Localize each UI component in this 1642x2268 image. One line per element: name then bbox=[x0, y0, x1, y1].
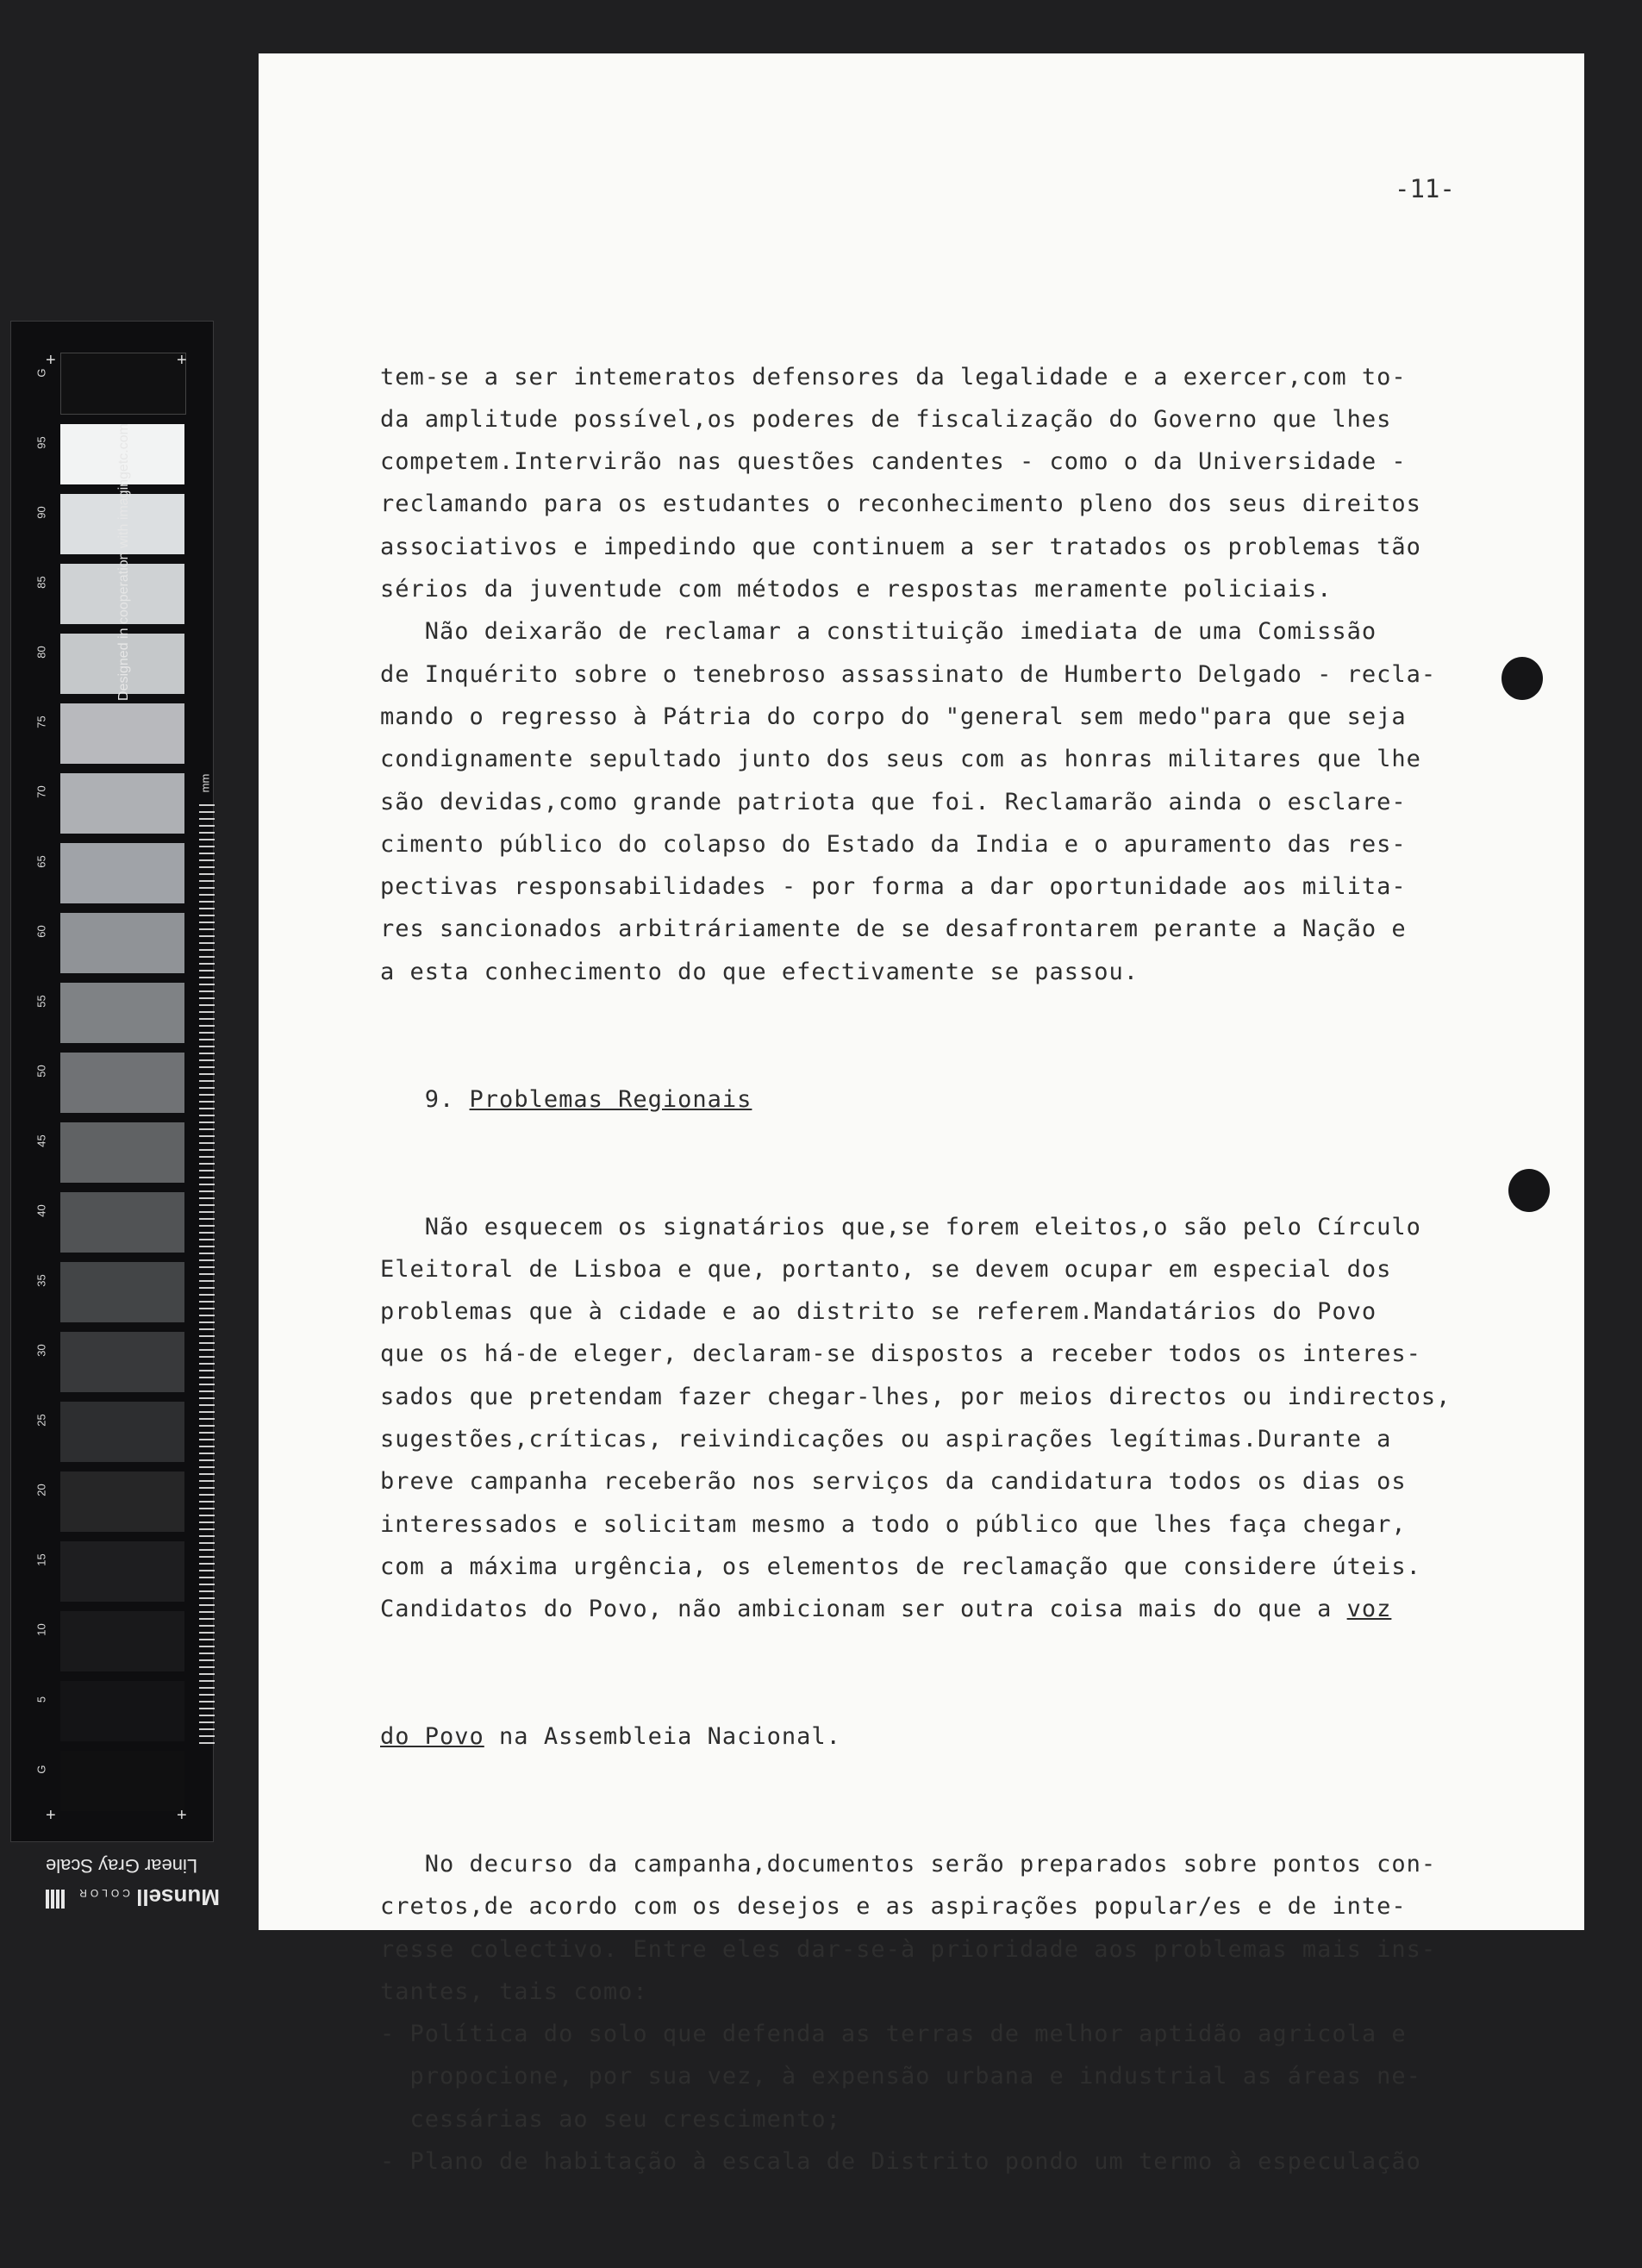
gray-swatch bbox=[60, 1262, 184, 1322]
scale-label: 70 bbox=[34, 785, 48, 798]
scale-label: 50 bbox=[34, 1065, 48, 1078]
mm-label: mm bbox=[198, 773, 212, 793]
scale-label: 90 bbox=[34, 506, 48, 519]
gray-swatch bbox=[60, 1122, 184, 1183]
gray-swatch bbox=[60, 1751, 184, 1811]
text-line: Eleitoral de Lisboa e que, portanto, se devem ocupar em especial dos bbox=[380, 1255, 1392, 1283]
scale-label: 5 bbox=[34, 1696, 48, 1703]
text-line: competem.Intervirão nas questões candentes - como o da Universidade - bbox=[380, 448, 1407, 476]
text-line bbox=[380, 1715, 1501, 1758]
scale-label: 30 bbox=[34, 1344, 48, 1357]
text-line: res sancionados arbitráriamente de se desafrontarem perante a Nação e bbox=[380, 915, 1407, 943]
scale-label: G bbox=[34, 368, 48, 378]
punch-hole bbox=[1502, 657, 1543, 700]
mm-ruler bbox=[199, 804, 215, 1744]
text-line: cretos,de acordo com os desejos e as aspirações popular/es e de inte- bbox=[380, 1893, 1407, 1921]
gray-swatch bbox=[60, 1471, 184, 1532]
gray-swatch bbox=[60, 1192, 184, 1253]
text-line: Não esquecem os signatários que,se forem eleitos,o são pelo Círculo bbox=[380, 1213, 1421, 1240]
scale-label: 80 bbox=[34, 646, 48, 659]
text-line: são devidas,como grande patriota que foi. Reclamarão ainda o esclare- bbox=[380, 788, 1407, 815]
text-line: reclamando para os estudantes o reconhecimento pleno dos seus direitos bbox=[380, 490, 1421, 518]
scale-name: Linear Gray Scale bbox=[46, 1855, 198, 1877]
plus-mark: + bbox=[46, 1806, 56, 1825]
scale-label: 60 bbox=[34, 925, 48, 938]
scale-label: 40 bbox=[34, 1204, 48, 1217]
page-number: -11- bbox=[1395, 174, 1455, 203]
text-line: interessados e solicitam mesmo a todo o público que lhes faça chegar, bbox=[380, 1510, 1407, 1538]
text-line bbox=[380, 1588, 1501, 1630]
text-line: que os há-de eleger, declaram-se dispostos a receber todos os interes- bbox=[380, 1340, 1421, 1368]
text-line: Não deixarão de reclamar a constituição imediata de uma Comissão bbox=[380, 618, 1377, 646]
gray-scale-card bbox=[10, 321, 220, 1910]
gray-swatch bbox=[60, 1332, 184, 1392]
scale-label: 20 bbox=[34, 1484, 48, 1496]
text-line: problemas que à cidade e ao distrito se referem.Mandatários do Povo bbox=[380, 1298, 1377, 1326]
scale-label: 15 bbox=[34, 1553, 48, 1566]
text-line: sugestões,críticas, reivindicações ou aspirações legítimas.Durante a bbox=[380, 1426, 1392, 1453]
gray-swatch bbox=[60, 703, 184, 764]
text-line: da amplitude possível,os poderes de fiscalização do Governo que lhes bbox=[380, 405, 1392, 433]
section-title: Problemas Regionais bbox=[469, 1085, 752, 1113]
scale-label: 45 bbox=[34, 1134, 48, 1147]
gray-swatch bbox=[60, 983, 184, 1043]
text-line: - Plano de habitação à escala de Distrito pondo um termo à especulação bbox=[380, 2148, 1421, 2176]
brand-sub: COLOR bbox=[76, 1887, 130, 1899]
text-line: associativos e impedindo que continuem a ser tratados os problemas tão bbox=[380, 533, 1421, 560]
text-line: pectivas responsabilidades - por forma a dar oportunidade aos milita- bbox=[380, 873, 1407, 901]
card-credit: Designed in cooperation with imagingetc.com bbox=[116, 423, 131, 701]
text-line: propocione, por sua vez, à expensão urbana e industrial as áreas ne- bbox=[380, 2063, 1421, 2090]
gray-swatch bbox=[60, 773, 184, 834]
text-line: a esta conhecimento do que efectivamente se passou. bbox=[380, 958, 1139, 985]
voz-underlined: voz bbox=[1346, 1596, 1392, 1623]
section-number: 9. bbox=[380, 1085, 470, 1113]
scale-label: 65 bbox=[34, 855, 48, 868]
text-line: resse colectivo. Entre eles dar-se-à prioridade aos problemas mais ins- bbox=[380, 1935, 1437, 1963]
scale-label: 55 bbox=[34, 995, 48, 1008]
scale-label: 75 bbox=[34, 715, 48, 728]
gray-swatch bbox=[60, 913, 184, 973]
gray-swatch bbox=[60, 1541, 184, 1602]
scale-label: G bbox=[34, 1765, 48, 1774]
text-line: tantes, tais como: bbox=[380, 1977, 648, 2005]
scale-label: 85 bbox=[34, 576, 48, 589]
plus-mark: + bbox=[46, 351, 56, 370]
plus-mark: + bbox=[177, 351, 187, 370]
text-line: tem-se a ser intemeratos defensores da legalidade e a exercer,com to- bbox=[380, 363, 1407, 390]
plus-mark: + bbox=[177, 1806, 187, 1825]
text-line: mando o regresso à Pátria do corpo do "general sem medo"para que seja bbox=[380, 703, 1407, 730]
munsell-grid-icon bbox=[46, 1890, 65, 1909]
body-text bbox=[380, 271, 1501, 2268]
text-line: com a máxima urgência, os elementos de reclamação que considere úteis. bbox=[380, 1553, 1421, 1580]
text-line: breve campanha receberão nos serviços da candidatura todos os dias os bbox=[380, 1468, 1407, 1496]
text-line: cimento público do colapso do Estado da India e o apuramento das res- bbox=[380, 830, 1407, 858]
section-heading bbox=[380, 1078, 1501, 1121]
text-line: condignamente sepultado junto dos seus com as honras militares que lhe bbox=[380, 746, 1421, 773]
text-line: - Política do solo que defenda as terras de melhor aptidão agricola e bbox=[380, 2021, 1407, 2048]
document-page bbox=[259, 53, 1584, 2176]
munsell-logo bbox=[46, 1884, 220, 1910]
brand-name: Munsell bbox=[136, 1884, 220, 1910]
scale-label: 25 bbox=[34, 1414, 48, 1427]
text-span: na Assembleia Nacional. bbox=[484, 1723, 841, 1751]
gray-swatch bbox=[60, 1053, 184, 1113]
gray-swatch bbox=[60, 843, 184, 903]
text-line: de Inquérito sobre o tenebroso assassinato de Humberto Delgado - recla- bbox=[380, 660, 1437, 688]
text-line: cessárias ao seu crescimento; bbox=[380, 2105, 841, 2133]
scale-label: 35 bbox=[34, 1274, 48, 1287]
text-span: Candidatos do Povo, não ambicionam ser outra coisa mais do que a bbox=[380, 1596, 1347, 1623]
gray-swatch bbox=[60, 1402, 184, 1462]
punch-hole bbox=[1508, 1169, 1550, 1212]
gray-swatch bbox=[60, 353, 186, 415]
gray-swatch bbox=[60, 1611, 184, 1671]
text-line: sérios da juventude com métodos e respostas meramente policiais. bbox=[380, 576, 1333, 603]
scale-label: 10 bbox=[34, 1623, 48, 1636]
text-line: No decurso da campanha,documentos serão preparados sobre pontos con- bbox=[380, 1850, 1437, 1878]
text-line: sados que pretendam fazer chegar-lhes, por meios directos ou indirectos, bbox=[380, 1383, 1452, 1410]
do-povo-underlined: do Povo bbox=[380, 1723, 484, 1751]
scale-label: 95 bbox=[34, 436, 48, 449]
gray-swatch bbox=[60, 1681, 184, 1741]
